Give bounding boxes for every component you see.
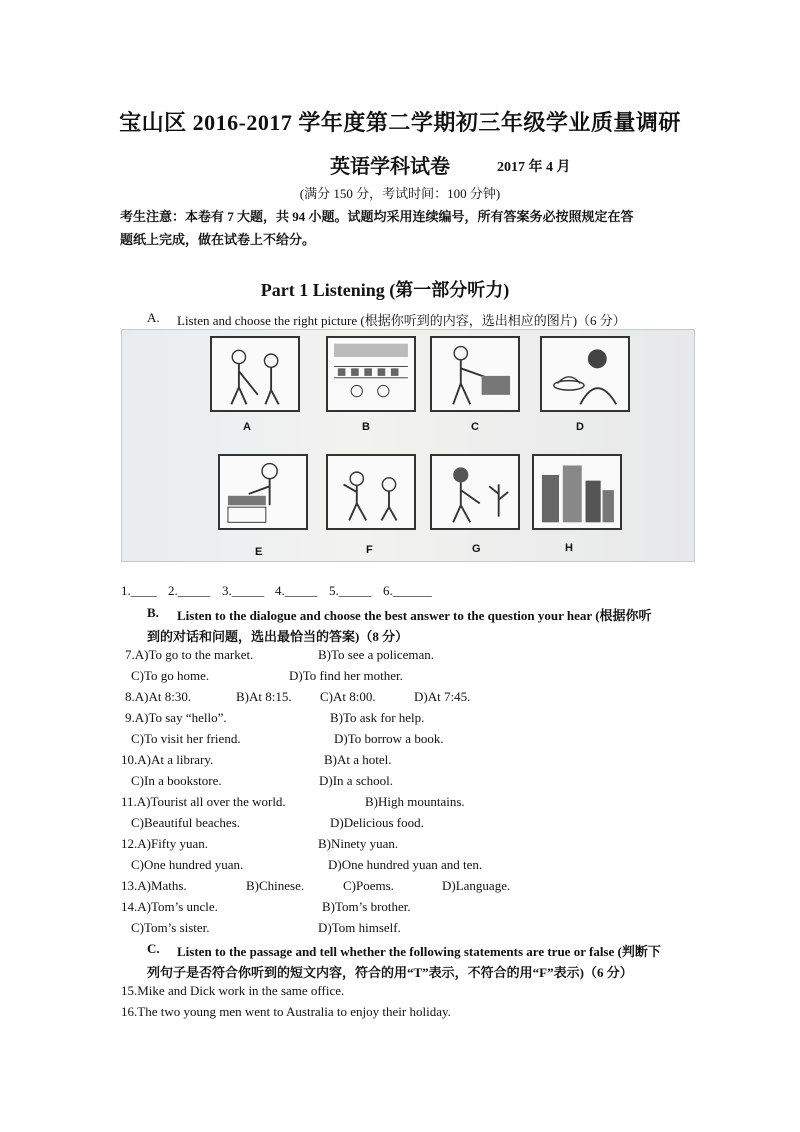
q14-option-a: 14.A)Tom’s uncle. (121, 899, 218, 914)
section-b-instruction-line-2: 到的对话和问题，选出最恰当的答案)（8 分） (147, 629, 409, 644)
q12-option-b: B)Ninety yuan. (318, 836, 399, 851)
q11-option-a: 11.A)Tourist all over the world. (121, 794, 286, 809)
picture-f-playing-illustration (326, 454, 416, 530)
q12-option-d: D)One hundred yuan and ten. (328, 857, 483, 872)
answer-blank-6: 6.______ (383, 583, 432, 598)
picture-label-f: F (366, 544, 373, 556)
picture-label-g: G (472, 543, 481, 555)
q9-option-a: 9.A)To say “hello”. (125, 710, 227, 725)
picture-a-sweeping-illustration (210, 336, 300, 412)
section-a-instruction: Listen and choose the right picture (根据你听到的内容，选出相应的图片)（6 分） (177, 313, 626, 328)
q9-option-c: C)To visit her friend. (131, 731, 241, 746)
q14-option-d: D)Tom himself. (318, 920, 401, 935)
exam-title: 宝山区 2016-2017 学年度第二学期初三年级学业质量调研 (119, 110, 681, 135)
q13-option-d: D)Language. (442, 878, 511, 893)
picture-b-shop-illustration (326, 336, 416, 412)
q11-option-b: B)High mountains. (365, 794, 465, 809)
picture-d-dinner-illustration (540, 336, 630, 412)
q7-option-d: D)To find her mother. (289, 668, 403, 683)
section-a-letter: A. (147, 310, 160, 325)
picture-label-b: B (362, 421, 370, 433)
picture-label-a: A (243, 421, 251, 433)
q10-option-a: 10.A)At a library. (121, 752, 214, 767)
answer-blank-5: 5._____ (329, 583, 372, 598)
picture-label-e: E (255, 546, 263, 558)
section-c-letter: C. (147, 941, 160, 956)
part1-title: Part 1 Listening (第一部分听力) (260, 280, 510, 300)
notice-line-2: 题纸上完成，做在试卷上不给分。 (120, 232, 316, 247)
q9-option-d: D)To borrow a book. (334, 731, 444, 746)
answer-blank-3: 3._____ (222, 583, 265, 598)
q10-option-c: C)In a bookstore. (131, 773, 222, 788)
section-b-letter: B. (147, 605, 159, 620)
q7-option-b: B)To see a policeman. (318, 647, 435, 662)
exam-date: 2017 年 4 月 (497, 160, 571, 175)
q14-option-c: C)Tom’s sister. (131, 920, 210, 935)
q10-option-b: B)At a hotel. (324, 752, 392, 767)
q8-option-d: D)At 7:45. (414, 689, 471, 704)
picture-label-h: H (565, 542, 573, 554)
section-c-instruction-line-1: Listen to the passage and tell whether the following statements are true or false (判断下 (177, 944, 661, 959)
q11-option-c: C)Beautiful beaches. (131, 815, 241, 830)
section-c-instruction-line-2: 列句子是否符合你听到的短文内容，符合的用“T”表示，不符合的用“F”表示)（6 分） (147, 965, 633, 980)
statement-16: 16.The two young men went to Australia to enjoy their holiday. (121, 1004, 451, 1019)
q13-option-c: C)Poems. (343, 878, 394, 893)
q8-option-c: C)At 8:00. (320, 689, 376, 704)
notice-line-1: 考生注意：本卷有 7 大题，共 94 小题。试题均采用连续编号，所有答案务必按照规定在答 (120, 209, 634, 224)
picture-h-city-illustration (532, 454, 622, 530)
section-b-instruction-line-1: Listen to the dialogue and choose the best answer to the question your hear (根据你听 (177, 608, 652, 623)
picture-e-cooking-illustration (218, 454, 308, 530)
picture-c-gardening-illustration (430, 336, 520, 412)
q13-option-a: 13.A)Maths. (121, 878, 187, 893)
listening-pictures-photo (121, 329, 695, 562)
q7-option-a: 7.A)To go to the market. (125, 647, 254, 662)
answer-blank-2: 2._____ (168, 583, 211, 598)
q14-option-b: B)Tom’s brother. (322, 899, 411, 914)
answer-blank-1: 1.____ (121, 583, 157, 598)
answer-blank-4: 4._____ (275, 583, 318, 598)
statement-15: 15.Mike and Dick work in the same office. (121, 983, 345, 998)
picture-label-d: D (576, 421, 584, 433)
score-note: (满分 150 分，考试时间：100 分钟) (299, 186, 501, 201)
q12-option-c: C)One hundred yuan. (131, 857, 244, 872)
q10-option-d: D)In a school. (319, 773, 394, 788)
exam-subtitle: 英语学科试卷 (330, 156, 450, 178)
q7-option-c: C)To go home. (131, 668, 210, 683)
picture-label-c: C (471, 421, 479, 433)
q8-option-a: 8.A)At 8:30. (125, 689, 192, 704)
q13-option-b: B)Chinese. (246, 878, 305, 893)
q11-option-d: D)Delicious food. (330, 815, 424, 830)
picture-g-planting-illustration (430, 454, 520, 530)
q8-option-b: B)At 8:15. (236, 689, 292, 704)
q9-option-b: B)To ask for help. (330, 710, 425, 725)
q12-option-a: 12.A)Fifty yuan. (121, 836, 209, 851)
